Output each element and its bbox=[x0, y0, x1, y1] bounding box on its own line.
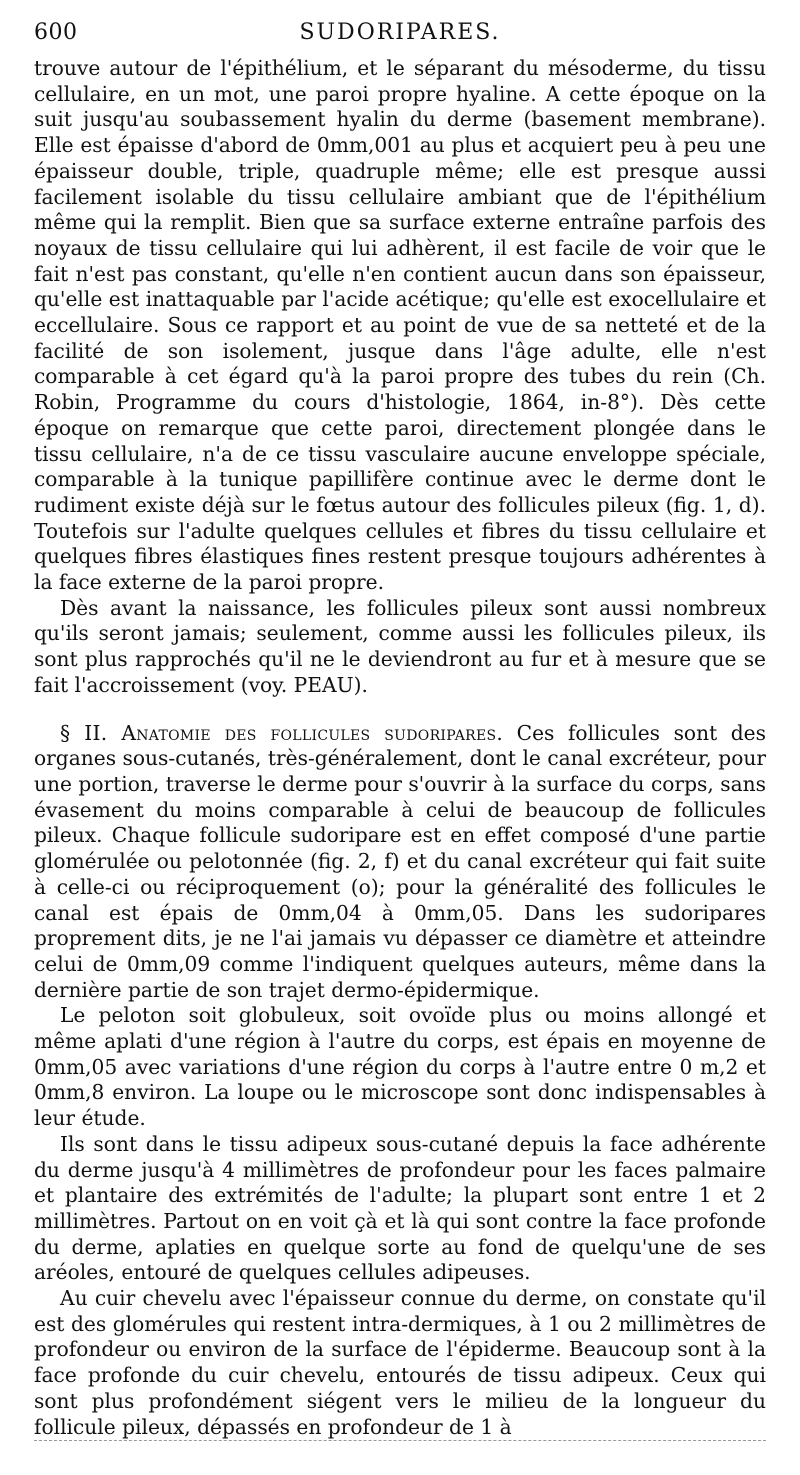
paragraph-6 bbox=[34, 1286, 766, 1440]
paragraph-2-text: Dès avant la naissance, les follicules pileux sont aussi nombreux qu'ils seront jamais; seulement, comme aussi les follicules pileux, ils sont plus rapprochés qu'il ne le deviendront au fur et à mesure que se fait l'accroissement (voy. PEAU). bbox=[34, 595, 766, 697]
page-header bbox=[34, 20, 766, 54]
paragraph-1-text: trouve autour de l'épithélium, et le séparant du mésoderme, du tissu cellulaire, en un mot, une paroi propre hyaline. A cette époque on la suit jusqu'au soubassement hyalin du derme (basement membrane). Elle est épaisse d'abord de 0mm,001 au plus et acquiert peu à peu une épaisseur double, triple, quadruple même; elle est presque aussi facilement isolable du tissu cellulaire ambiant que de l'épithélium même qui la remplit. Bien que sa surface externe entraîne parfois des noyaux de tissu cellulaire qui lui adhèrent, il est facile de voir que le fait n'est pas constant, qu'elle n'en contient aucun dans son épaisseur, qu'elle est inattaquable par l'acide acétique; qu'elle est exocellulaire et eccellulaire. Sous ce rapport et au point de vue de sa netteté et de la facilité de son isolement, jusque dans l'âge adulte, elle n'est comparable à cet égard qu'à la paroi propre des tubes du rein (Ch. Robin, Programme du cours d'histologie, 1864, in-8°). Dès cette époque on remarque que cette paroi, directement plongée dans le tissu cellulaire, n'a de ce tissu vasculaire aucune enveloppe spéciale, comparable à la tunique papillifère continue avec le derme dont le rudiment existe déjà sur le fœtus autour des follicules pileux (fig. 1, d). Toutefois sur l'adulte quelques cellules et fibres du tissu cellulaire et quelques fibres élastiques fines restent presque toujours adhérentes à la face externe de la paroi propre. bbox=[34, 56, 766, 595]
paragraph-6-text: Au cuir chevelu avec l'épaisseur connue du derme, on constate qu'il est des glomérules qui restent intra-dermiques, à 1 ou 2 millimètres de profondeur ou environ de la surface de l'épiderme. Beaucoup sont à la face profonde du cuir chevelu, entourés de tissu adipeux. Ceux qui sont plus profondément siégent vers le milieu de la longueur du follicule pileux, dépassés en profondeur de 1 à bbox=[34, 1286, 766, 1439]
paragraph-4 bbox=[34, 1003, 766, 1132]
page-body bbox=[34, 56, 766, 1440]
paragraph-3 bbox=[34, 721, 766, 1004]
paragraph-1 bbox=[34, 56, 766, 596]
paragraph-4-text: Le peloton soit globuleux, soit ovoïde plus ou moins allongé et même aplati d'une région à l'autre du corps, est épais en moyenne de 0mm,05 avec variations d'une région du corps à l'autre entre 0 m,2 et 0mm,8 environ. La loupe ou le microscope sont donc indispensables à leur étude. bbox=[34, 1003, 766, 1131]
paragraph-2 bbox=[34, 596, 766, 699]
running-title: SUDORIPARES. bbox=[299, 20, 501, 45]
paragraph-5-text: Ils sont dans le tissu adipeux sous-cutané depuis la face adhérente du derme jusqu'à 4 millimètres de profondeur pour les faces palmaire et plantaire des extrémités de l'adulte; la plupart sont entre 1 et 2 millimètres. Partout on en voit çà et là qui sont contre la face profonde du derme, aplaties en quelque sorte au fond de quelqu'une de ses aréoles, entouré de quelques cellules adipeuses. bbox=[34, 1131, 766, 1285]
page-number: 600 bbox=[34, 20, 78, 45]
paragraph-3-text: Ces follicules sont des organes sous-cutanés, très-généralement, dont le canal excréteur, pour une portion, traverse le derme pour s'ouvrir à la surface du corps, sans évasement du moins comparable à celui de beaucoup de follicules pileux. Chaque follicule sudoripare est en effet composé d'une partie glomérulée ou pelotonnée (fig. 2, f) et du canal excréteur qui fait suite à celle-ci ou réciproquement (o); pour la généralité des follicules le canal est épais de 0mm,04 à 0mm,05. Dans les sudoripares proprement dits, je ne l'ai jamais vu dépasser ce diamètre et atteindre celui de 0mm,09 comme l'indiquent quelques auteurs, même dans la dernière partie de son trajet dermo-épidermique. bbox=[34, 720, 766, 1002]
footer-rule bbox=[34, 1440, 766, 1441]
section-heading: § II. Anatomie des follicules sudoripares. bbox=[60, 720, 504, 745]
paragraph-5 bbox=[34, 1132, 766, 1286]
